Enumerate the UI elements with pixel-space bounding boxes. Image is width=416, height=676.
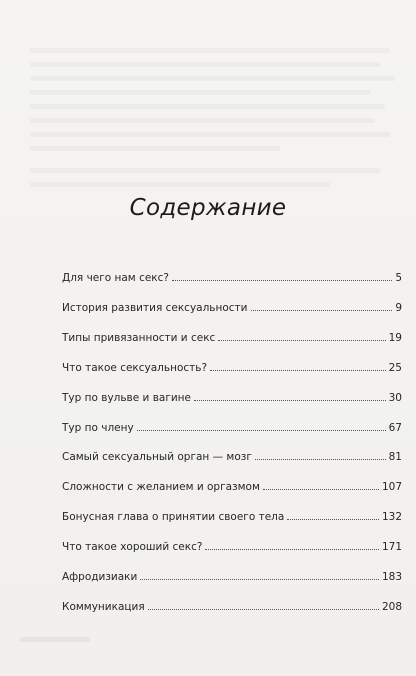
toc-entry-page-number: 208 [381, 600, 402, 613]
toc-entry-page-number: 171 [381, 541, 402, 554]
dot-leader [205, 549, 379, 550]
toc-entry-page-number: 107 [381, 481, 402, 494]
bleed-through-footer [20, 637, 90, 642]
dot-leader [287, 519, 379, 520]
contents-heading: Содержание [129, 195, 287, 221]
bleed-through-line [30, 118, 375, 123]
toc-entry-page-number: 19 [388, 331, 402, 344]
toc-entry-title: Самый сексуальный орган — мозг [62, 451, 252, 464]
dot-leader [194, 400, 386, 401]
toc-entry [62, 358, 402, 374]
toc-entry [62, 567, 402, 583]
dot-leader [251, 310, 393, 311]
toc-entry-title: Для чего нам секс? [62, 272, 169, 284]
dot-leader [148, 609, 379, 610]
toc-entry-title: Что такое сексуальность? [62, 361, 208, 374]
toc-entry-page-number: 67 [388, 421, 402, 434]
dot-leader [137, 430, 386, 431]
bleed-through-line [30, 76, 395, 81]
toc-entry [62, 537, 402, 553]
toc-entry [62, 268, 402, 284]
bleed-through-line [30, 104, 385, 109]
dot-leader [255, 459, 386, 460]
bleed-through-line [30, 48, 390, 53]
toc-entry-page-number: 132 [381, 511, 402, 524]
toc-entry [62, 477, 402, 493]
dot-leader [172, 280, 392, 281]
toc-entry [62, 447, 402, 463]
dot-leader [263, 489, 379, 490]
bleed-through-line [30, 90, 370, 95]
bleed-through-line [30, 168, 380, 173]
toc-entry [62, 328, 402, 344]
toc-entry-page-number: 30 [388, 391, 402, 404]
dot-leader [210, 370, 386, 371]
dot-leader [218, 340, 385, 341]
toc-entry [62, 597, 402, 613]
toc-entry [62, 507, 402, 523]
toc-entry [62, 388, 402, 404]
toc-entry-page-number: 81 [388, 451, 402, 464]
toc-entry [62, 298, 402, 314]
toc-entry-title: Тур по члену [62, 421, 134, 434]
bleed-through-line [30, 182, 330, 187]
toc-entry-title: Что такое хороший секс? [62, 541, 203, 554]
bleed-through-line [30, 132, 390, 137]
toc-entry-page-number: 183 [381, 571, 402, 583]
toc-entry-title: Афродизиаки [62, 571, 138, 583]
toc-entry-page-number: 5 [395, 272, 402, 284]
toc-entry-title: Коммуникация [62, 600, 145, 613]
toc-entry-page-number: 9 [395, 301, 402, 314]
toc-entry-title: Бонусная глава о принятии своего тела [62, 511, 285, 524]
toc-entry-title: История развития сексуальности [62, 301, 248, 314]
dot-leader [140, 579, 379, 580]
toc-entry-page-number: 25 [388, 361, 402, 374]
bleed-through-line [30, 146, 280, 151]
toc-entry-title: Тур по вульве и вагине [62, 391, 191, 404]
toc-entry-title: Типы привязанности и секс [62, 331, 216, 344]
bleed-through-line [30, 62, 380, 67]
toc-entry [62, 418, 402, 434]
toc-entry-title: Сложности с желанием и оргазмом [62, 481, 260, 494]
